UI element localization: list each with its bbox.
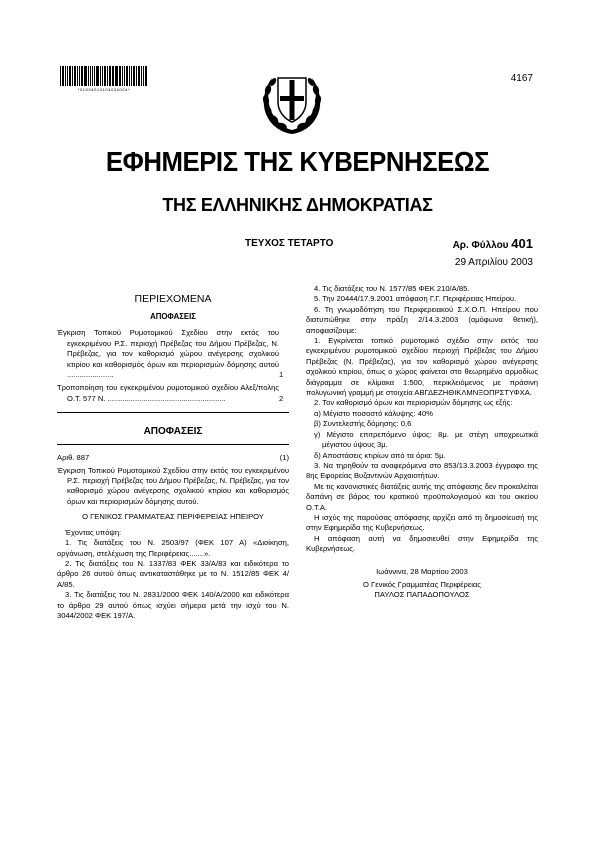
gazette-title: ΕΦΗΜΕΡΙΣ ΤΗΣ ΚΥΒΕΡΝΗΣΕΩΣ — [105, 146, 490, 177]
toc-item-text: Έγκριση Τοπικού Ρυμοτομικού Σχεδίου στην εκτός του εγκεκριμένου Ρ.Σ. περιοχή Πρέβεζας του Δήμου Πρέβεζας, Ν. Πρέβεζας, για τον καθορισμό χώρου ανέγερσης σχολικού κτιρίου και καθορισμός όρων και περιορισμών δόμησης αυτού ...................... — [57, 328, 279, 380]
barcode-bar — [131, 66, 132, 86]
article-2-intro: 2. Τον καθορισμό όρων και περιορισμών δόμησης ως εξής: — [314, 398, 513, 408]
barcode-bar — [115, 66, 118, 86]
decision-number: Αριθ. 887 — [57, 453, 90, 463]
consideration-point: 6. Τη γνωμοδότηση του Περιφερειακού Σ.Χ.Ο.Π. Ηπείρου που διατυπώθηκε στην πράξη 2/14.3.2003 (ομόφωνα θετική), αποφασίζουμε: — [306, 304, 538, 335]
barcode — [60, 66, 148, 86]
decision-number-row — [57, 453, 289, 463]
greek-coat-of-arms-icon — [256, 66, 328, 138]
barcode-bar — [112, 66, 113, 86]
barcode-bar — [113, 66, 114, 86]
barcode-bar — [77, 66, 78, 86]
issue-type: ΤΕΥΧΟΣ ΤΕΤΑΡΤΟ — [245, 238, 334, 249]
considering-intro: Έχοντας υπόψη: — [65, 527, 122, 537]
barcode-bar — [109, 66, 111, 86]
barcode-bar — [96, 66, 99, 86]
barcode-bar — [60, 66, 61, 86]
article-2-item: γ) Μέγιστο επιτρεπόμενο ύψος: 8μ. με στέγη υποχρεωτικά μέγιστου ύψους 3μ. — [314, 429, 538, 450]
barcode-bar — [67, 66, 68, 86]
article-2-item: β) Συντελεστής δόμησης: 0,6 — [314, 419, 412, 429]
consideration-point: 3. Τις διατάξεις του Ν. 2831/2000 ΦΕΚ 140/Α/2000 και ειδικότερα το άρθρο 29 αυτού όπως ισχύει σήμερα μετά την ισχύ του Ν. 3044/2002 ΦΕΚ 197/Α. — [57, 590, 289, 620]
sheet-number: 401 — [511, 236, 533, 251]
barcode-bar — [133, 66, 136, 86]
signatory-title: Ο Γενικός Γραμματέας Περιφέρειας — [363, 579, 481, 589]
decisions-heading: ΑΠΟΦΑΣΕΙΣ — [143, 426, 203, 438]
barcode-bar — [62, 66, 64, 86]
barcode-bar — [104, 66, 106, 86]
barcode-bar — [119, 66, 121, 86]
barcode-bar — [79, 66, 80, 86]
gazette-subtitle: ΤΗΣ ΕΛΛΗΝΙΚΗΣ ΔΗΜΟΚΡΑΤΙΑΣ — [162, 195, 433, 215]
barcode-bar — [81, 66, 83, 86]
article-2-item: α) Μέγιστο ποσοστό κάλυψης: 40% — [314, 408, 433, 418]
barcode-bar — [72, 66, 73, 86]
toc-item[interactable]: Τροποποίηση του εγκεκριμένου ρυμοτομικού σχεδίου Αλεξ/πολης Ο.Τ. 577 Ν. ........................................................ 2 — [57, 383, 284, 403]
barcode-bar — [124, 66, 125, 86]
barcode-bar — [92, 66, 94, 86]
barcode-bar — [84, 66, 87, 86]
decision-ref: (1) — [279, 453, 289, 463]
divider — [57, 412, 289, 413]
barcode-bar — [122, 66, 123, 86]
divider — [57, 444, 289, 445]
barcode-number: *01004010104030004* — [77, 87, 131, 92]
consideration-point: 2. Τις διατάξεις του Ν. 1337/83 ΦΕΚ 33/Α/83 και ειδικότερα το άρθρο 26 αυτού όπως αντικαταστάθηκε με το Ν. 1512/85 ΦΕΚ 4/Α/85. — [57, 558, 289, 589]
barcode-bar — [90, 66, 91, 86]
right-column — [306, 284, 538, 601]
signatory-name: ΠΑΥΛΟΣ ΠΑΠΑΔΟΠΟΥΛΟΣ — [374, 590, 470, 600]
closing-paragraph: Με τις κανονιστικές διατάξεις αυτής της απόφασης δεν προκαλείται δαπάνη σε βάρος του κρατικού προϋπολογισμού και του οικείου Ο.Τ.Α. — [306, 481, 538, 512]
barcode-bar — [100, 66, 101, 86]
decision-authority: Ο ΓΕΝΙΚΟΣ ΓΡΑΜΜΑΤΕΑΣ ΠΕΡΙΦΕΡΕΙΑΣ ΗΠΕΙΡΟΥ — [82, 512, 264, 522]
left-column — [57, 284, 289, 621]
toc-item[interactable]: Έγκριση Τοπικού Ρυμοτομικού Σχεδίου στην εκτός του εγκεκριμένου Ρ.Σ. περιοχή Πρέβεζας του Δήμου Πρέβεζας, Ν. Πρέβεζας, για τον καθορισμό χώρου ανέγερσης σχολικού κτιρίου και καθορισμός όρων και περιορισμών δόμησης αυτού ...................... 1 — [57, 328, 284, 380]
sheet-number-label — [453, 236, 533, 251]
barcode-bar — [88, 66, 89, 86]
decision-summary: Έγκριση Τοπικού Ρυμοτομικού Σχεδίου στην εκτός του εγκεκριμένου Ρ.Σ. περιοχή Πρέβεζας του Δήμου Πρέβεζας, Ν. Πρέβεζας, για τον καθορισμό χώρου ανέγερσης σχολικού κτιρίου και καθορισμός όρων και περιορισμών δόμησης αυτού. — [57, 465, 289, 506]
place-date: Ιωάννινα, 28 Μαρτίου 2003 — [376, 566, 468, 576]
barcode-bar — [126, 66, 128, 86]
barcode-bar — [107, 66, 108, 86]
article-2-item: δ) Αποστάσεις κτιρίων από τα όρια: 5μ. — [314, 450, 446, 460]
consideration-point: 1. Τις διατάξεις του Ν. 2503/97 (ΦΕΚ 107 Α) «Διοίκηση, οργάνωση, στελέχωση της Περιφέρειας.......». — [57, 538, 289, 558]
barcode-bar — [65, 66, 66, 86]
barcode-bar — [129, 66, 130, 86]
consideration-point: 4. Τις διατάξεις του Ν. 1577/85 ΦΕΚ 210/Α/85. — [314, 284, 470, 293]
contents-subheading: ΑΠΟΦΑΣΕΙΣ — [150, 312, 196, 321]
barcode-bar — [141, 66, 142, 86]
barcode-bar — [143, 66, 144, 86]
barcode-bar — [102, 66, 103, 86]
consideration-point: 5. Την 20444/17.9.2001 απόφαση Γ.Γ. Περιφέρειας Ηπείρου. — [314, 294, 517, 304]
contents-heading: ΠΕΡΙΕΧΟΜΕΝΑ — [134, 293, 212, 305]
article-1: 1. Εγκρίνεται τοπικό ρυμοτομικό σχέδιο στην εκτός του εγκεκριμένου ρυμοτομικού σχεδίου περιοχή Πρέβεζας του Δήμου Πρέβεζας (Ν. Πρέβεζας), για τον καθορισμό χώρου ανέγερσης σχολικού κτιρίου, όπως ο χώρος φαίνεται στο θεωρημένο αρμοδίως διάγραμμα σε κλίμακα 1:500, περικλειόμενος με πράσινη πολυγωνική γραμμή με στοιχεία ΑΒΓΔΕΖΗΘΙΚΛΜΝΞΟΠΡΣΤΥΦΧΑ. — [306, 336, 538, 398]
barcode-bar — [145, 66, 147, 86]
closing-paragraph: Η ισχύς της παρούσας απόφασης αρχίζει από τη δημοσίευσή της στην Εφημερίδα της Κυβερνήσεως. — [306, 512, 538, 533]
toc-item-text: Τροποποίηση του εγκεκριμένου ρυμοτομικού σχεδίου Αλεξ/πολης Ο.Τ. 577 Ν. ........................................................ — [57, 383, 279, 403]
barcode-bar — [94, 66, 95, 86]
article-3: 3. Να τηρηθούν τα αναφερόμενα στο 853/13.3.2003 έγγραφο της 8ης Εφορείας Βυζαντινών Αρχαιοτήτων. — [306, 460, 538, 481]
barcode-bar — [74, 66, 76, 86]
issue-date: 29 Απριλίου 2003 — [454, 257, 533, 268]
sheet-label-text: Αρ. Φύλλου — [452, 240, 509, 251]
barcode-bar — [138, 66, 140, 86]
barcode-bar — [69, 66, 72, 86]
closing-paragraph: Η απόφαση αυτή να δημοσιευθεί στην Εφημερίδα της Κυβερνήσεως. — [306, 533, 538, 554]
barcode-bar — [136, 66, 137, 86]
page-number: 4167 — [510, 73, 533, 84]
